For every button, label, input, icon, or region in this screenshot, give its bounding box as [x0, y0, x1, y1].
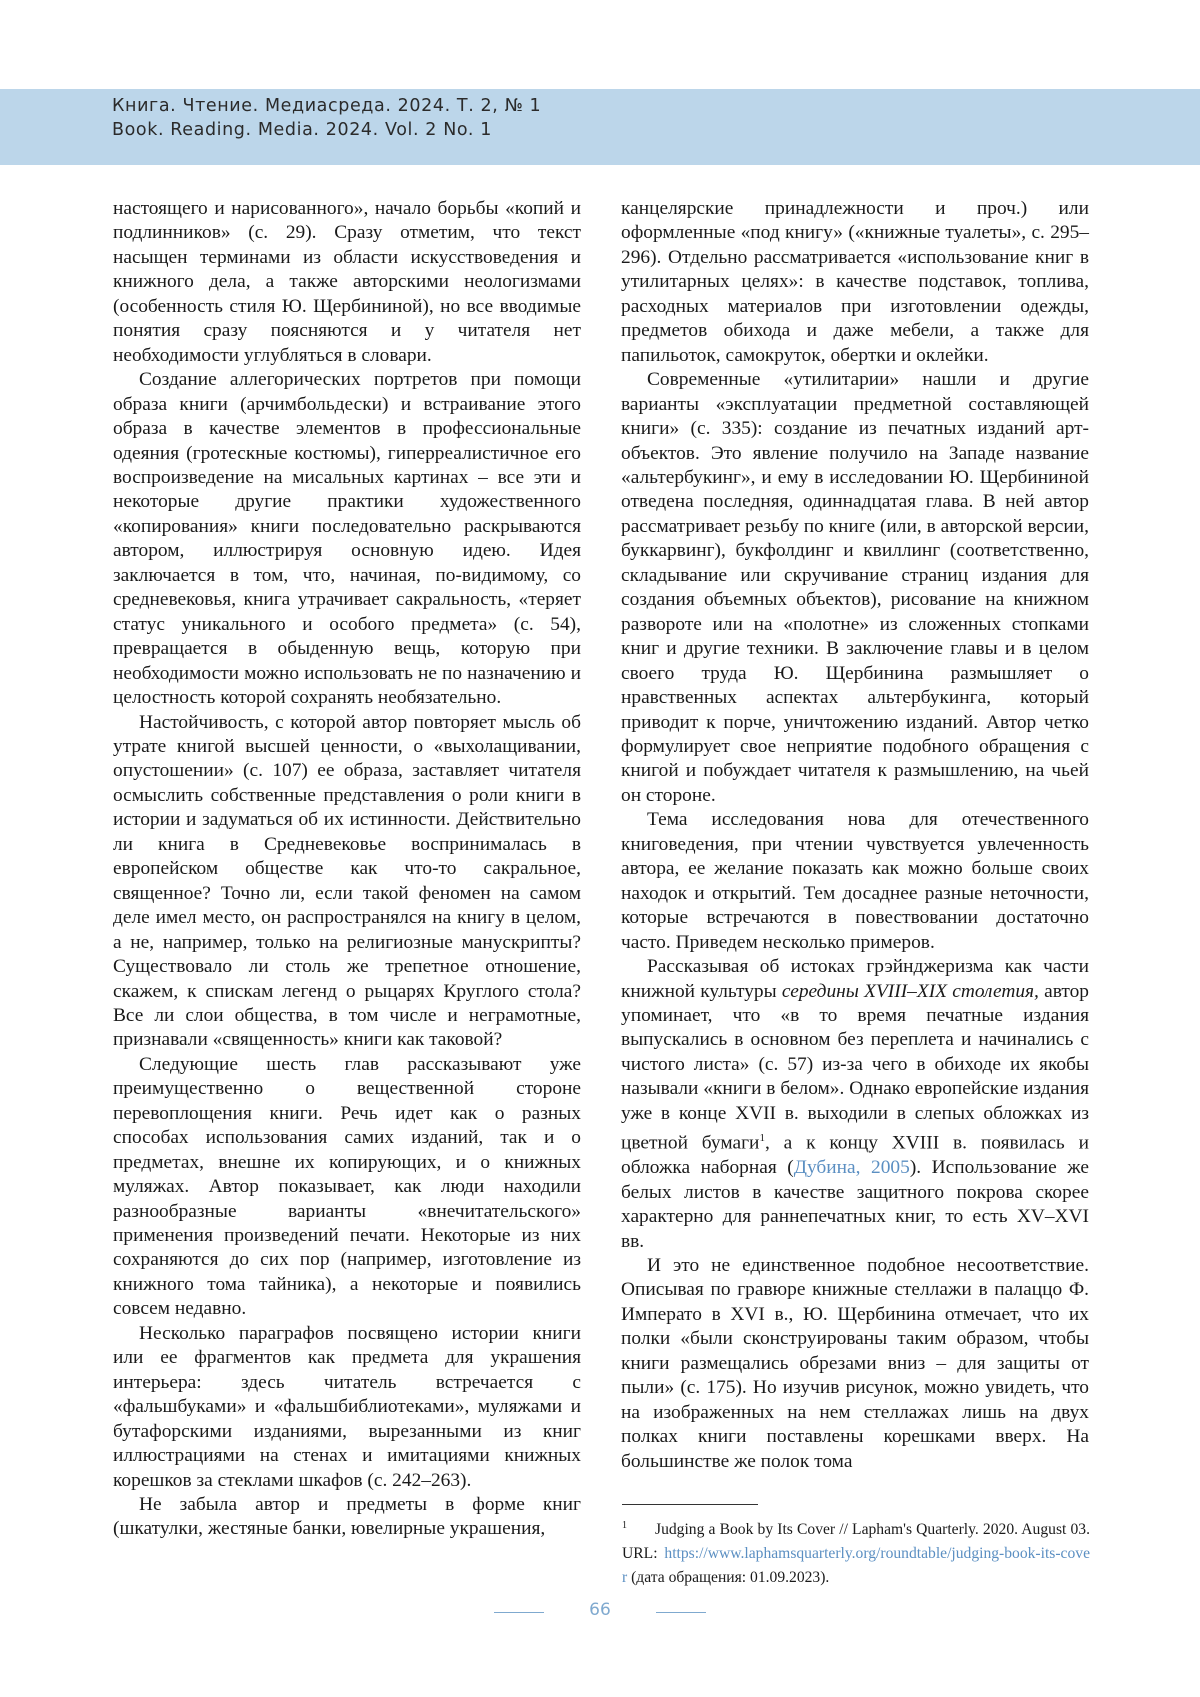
- paragraph: настоящего и нарисованного», начало борьбы «копий и подлинников» (с. 29). Сразу отметим, что текст насыщен терминами из области искусствоведения и книжного дела, а также авторскими неологизмами (особенность стиля Ю. Щербининой), но все вводимые понятия сразу поясняются и у читателя нет необходимости углубляться в словари.: [113, 198, 581, 366]
- paragraph: Создание аллегорических портретов при помощи образа книги (арчимбольдески) и встраивание этого образа в качестве элементов в профессиональные одеяния (гротескные костюмы), гиперреалистичное его воспроизведение на мисальных картинах – все эти и некоторые другие практики художественного «копирования» книги последовательно раскрываются автором, иллюстрируя основную идею. Идея заключается в том, что, начиная, по-видимому, со средневековья, книга утрачивает сакральность, «теряет статус уникального и особого предмета» (с. 54), превращается в обыденную вещь, которую при необходимости можно использовать не по назначению и целостность которой сохранять необязательно.: [113, 369, 581, 709]
- paragraph: Несколько параграфов посвящено истории книги или ее фрагментов как предмета для украшения интерьера: здесь читатель встречается с «фальшбуками» и «фальшбиблиотеками», муляжами и бутафорскими изданиями, вырезанными из книг иллюстрациями на стенах и имитациями книжных корешков за стеклами шкафов (с. 242–263).: [113, 1322, 581, 1491]
- page-number-left-rule: [494, 1612, 544, 1613]
- journal-title-en: Book. Reading. Media. 2024. Vol. 2 No. 1: [112, 120, 492, 140]
- page-number-right-rule: [656, 1612, 706, 1613]
- paragraph: И это не единственное подобное несоответствие. Описывая по гравюре книжные стеллажи в палаццо Ф. Императо в XVI в., Ю. Щербинина отмечает, что их полки «были сконструированы таким образом, чтобы книги размещались обрезами вниз – для защиты от пыли» (с. 175). Но изучив рисунок, можно увидеть, что на изображенных на нем стеллажах лишь на двух полках книги поставлены корешками вверх. На большинстве же полок тома: [621, 1254, 1089, 1472]
- right-text-column: [621, 197, 1089, 1474]
- footnote-reference[interactable]: 1: [759, 1132, 765, 1145]
- paragraph: Настойчивость, с которой автор повторяет мысль об утрате книгой высшей ценности, о «выхолащивании, опустошении» (с. 107) ее образа, заставляет читателя осмыслить собственные представления о роли книги в истории и задуматься об их истинности. Действительно ли книга в Средневековье воспринималась в европейском обществе как что-то сакральное, священное? Точно ли, если такой феномен на самом деле имел место, он распространялся на книгу в целом, а не, например, только на религиозные манускрипты? Существовало ли столь же трепетное отношение, скажем, к спискам легенд о рыцарях Круглого стола? Все ли слои общества, в том числе и неграмотные, признавали «священность» книги как таковой?: [113, 711, 581, 1051]
- paragraph: Рассказывая об истоках грэйнджеризма как части книжной культуры середины XVIII–XIX столетия, автор упоминает, что «в то время печатные издания выпускались в основном без переплета и начинались с чистого листа» (с. 57) из-за чего в обиходе их якобы называли «книги в белом». Однако европейские издания уже в конце XVII в. выходили в слепых обложках из цветной бумаги$^1$, а к концу XVIII в. появилась и обложка наборная (Дубина, 2005). Использование же белых листов в качестве защитного покрова скорее характерно для раннепечатных книг, то есть XV–XVI вв.: [621, 956, 1089, 1252]
- footnote-divider: [622, 1504, 758, 1505]
- journal-title-ru: Книга. Чтение. Медиасреда. 2024. Т. 2, № 1: [112, 96, 542, 116]
- paragraph: Следующие шесть глав рассказывают уже преимущественно о вещественной стороне перевоплощения книги. Речь идет как о разных способах использования самих изданий, так и о предметах, внешне их копирующих, и о книжных муляжах. Автор показывает, как люди находили разнообразные варианты «внечитательского» применения произведений печати. Некоторые из них сохраняются до сих пор (например, изготовление из книжного тома тайника), а некоторые и появились совсем недавно.: [113, 1053, 581, 1320]
- paragraph: канцелярские принадлежности и проч.) или оформленные «под книгу» («книжные туалеты», с. 295–296). Отдельно рассматривается «использование книг в утилитарных целях»: в качестве подставок, топлива, расходных материалов при изготовлении одежды, предметов обихода и даже мебели, а также для папильоток, самокруток, обертки и оклейки.: [621, 198, 1089, 366]
- page-number: 66: [589, 1600, 611, 1620]
- paragraph: Тема исследования нова для отечественного книговедения, при чтении чувствуется увлеченность автора, ее желание показать как можно больше своих находок и открытий. Тем досаднее разные неточности, которые встречаются в повествовании достаточно часто. Приведем несколько примеров.: [621, 809, 1089, 953]
- left-text-column: [113, 197, 581, 1542]
- footnote-marker: 1: [622, 1520, 627, 1531]
- journal-header-band: [0, 89, 1200, 165]
- italic-phrase: середины XVIII–XIX столетия,: [781, 980, 1039, 1002]
- citation-link[interactable]: Дубина, 2005: [793, 1157, 910, 1179]
- footnote-url-link[interactable]: https://www.laphamsquarterly.org/roundtable/judging-book-its-cover: [622, 1545, 1090, 1587]
- paragraph: Не забыла автор и предметы в форме книг (шкатулки, жестяные банки, ювелирные украшения,: [113, 1494, 581, 1540]
- footnote: $^1$ Judging a Book by Its Cover // Lapham's Quarterly. 2020. August 03. URL: https://www.laphamsquarterly.org/roundtable/judging-book-its-cover (дата обращения: 01.09.2023).: [622, 1520, 1090, 1587]
- page-footer: [0, 1598, 1200, 1628]
- paragraph: Современные «утилитарии» нашли и другие варианты «эксплуатации предметной составляющей книги» (с. 335): создание из печатных изданий арт-объектов. Это явление получило на Западе название «альтербукинг», и ему в исследовании Ю. Щербининой отведена последняя, одиннадцатая глава. В ней автор рассматривает резьбу по книге (или, в авторской версии, буккарвинг), букфолдинг и квиллинг (соответственно, складывание или скручивание страниц издания для создания объемных объектов), рисование на книжном развороте или на «полотне» из сложенных стопками книг и другие техники. В заключение главы и в целом своего труда Ю. Щербинина размышляет о нравственных аспектах альтербукинга, который приводит к порче, уничтожению изданий. Автор четко формулирует свое неприятие подобного обращения с книгой и побуждает читателя к размышлению, на чьей он стороне.: [621, 369, 1089, 806]
